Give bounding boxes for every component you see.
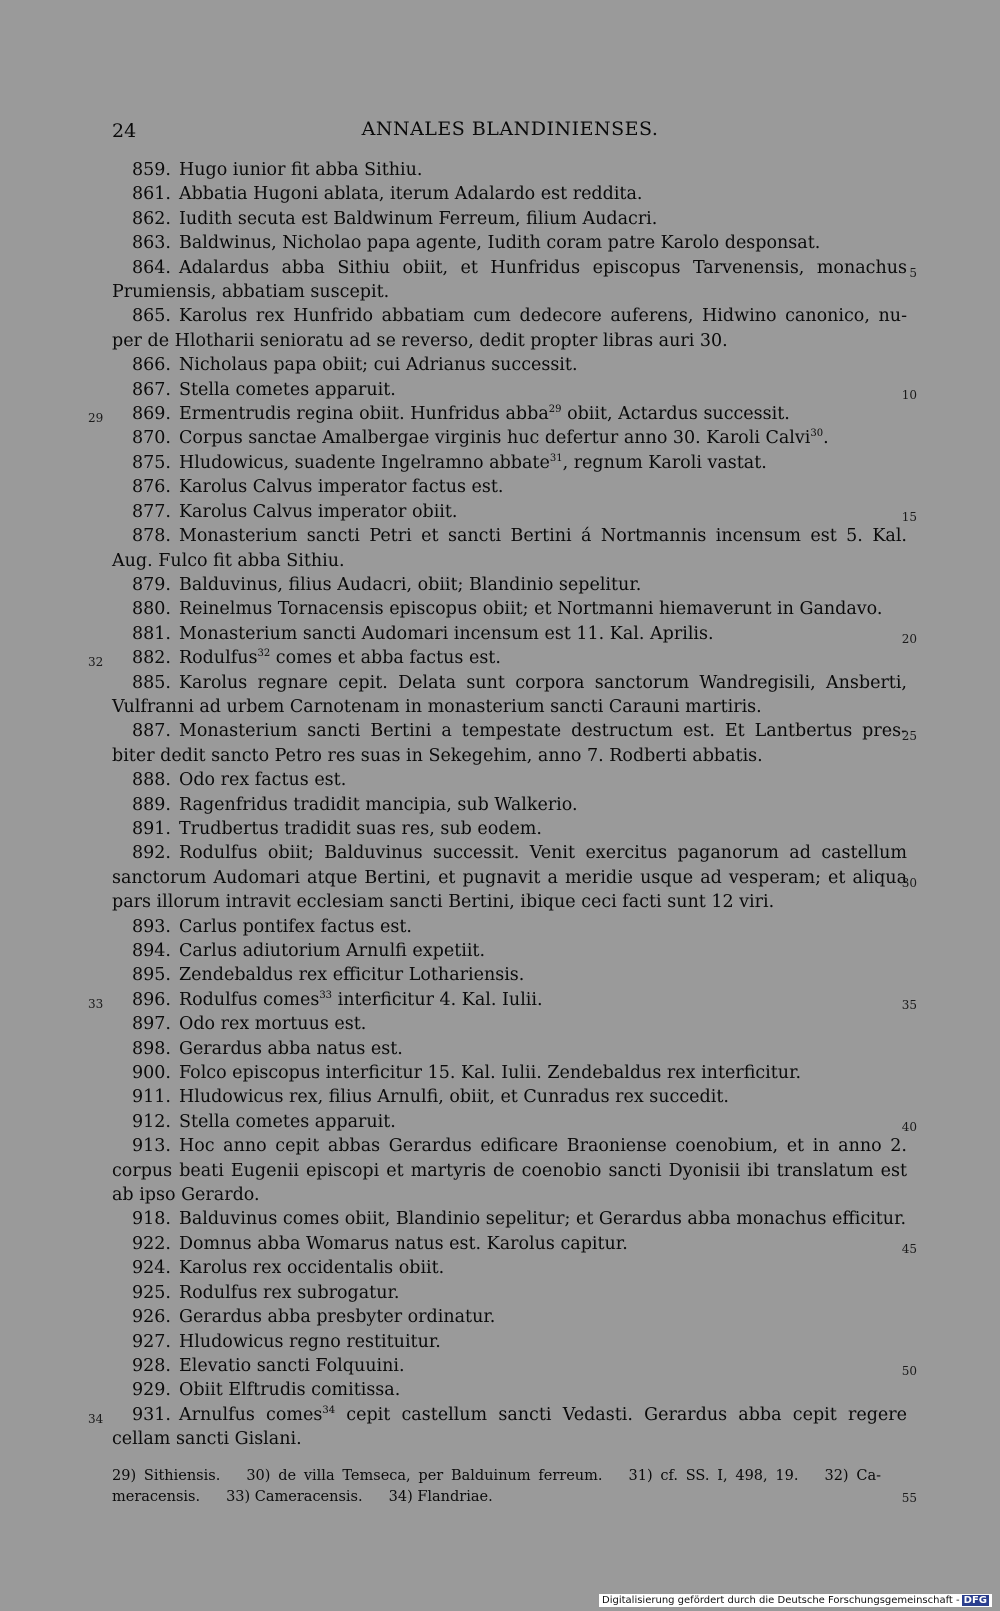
line-number: 5	[909, 265, 917, 280]
text-line: 927. Hludowicus regno restituitur.	[132, 1331, 441, 1352]
text-line: per de Hlotharii senioratu ad se reverso, dedit propter libras auri 30.	[112, 330, 728, 351]
annal-year: 894.	[132, 941, 171, 961]
text-line: 911. Hludowicus rex, filius Arnulfi, obiit, et Cunradus rex succedit.	[132, 1087, 729, 1108]
annal-entry	[112, 426, 907, 450]
annal-entry	[112, 939, 907, 963]
footnote: meracensis.	[112, 1489, 201, 1505]
text-line: 885. Karolus regnare cepit. Delata sunt corpora sanctorum Wandregisili, Ansberti,	[132, 672, 907, 693]
footnote: 34) Flandriae.	[388, 1489, 493, 1505]
annal-entry	[112, 1085, 907, 1109]
annal-entry	[112, 451, 907, 475]
annal-year: 922.	[132, 1233, 171, 1254]
annal-entry	[112, 963, 907, 987]
line-number: 20	[901, 631, 917, 646]
annal-entry	[112, 817, 907, 841]
line-number: 55	[901, 1491, 917, 1505]
text-line: 863. Baldwinus, Nicholao papa agente, Iudith coram patre Karolo desponsat.	[132, 233, 821, 254]
text-line: 888. Odo rex factus est.	[132, 770, 347, 791]
line-number: 30	[901, 875, 917, 890]
annal-entry	[112, 231, 907, 255]
annal-entry	[112, 1207, 907, 1231]
annal-entry	[112, 793, 907, 817]
annal-entry	[88, 402, 907, 426]
text-line: 882. Rodulfus$^{32}$ comes et abba factus est.	[132, 648, 501, 669]
annal-entry	[112, 1256, 907, 1280]
annal-entry	[112, 500, 917, 524]
text-line: Prumiensis, abbatiam suscepit.	[112, 282, 390, 303]
annal-year: 892.	[132, 843, 171, 864]
annal-year: 862.	[132, 208, 171, 229]
annal-entry	[112, 1012, 907, 1036]
footnote-line	[112, 1466, 907, 1487]
annal-year: 927.	[132, 1331, 171, 1352]
footnote-ref: 31	[549, 453, 563, 465]
annal-year: 869.	[132, 404, 171, 425]
text-line: 877. Karolus Calvus imperator obiit.	[132, 501, 458, 522]
annal-year: 879.	[132, 574, 171, 595]
line-number: 40	[901, 1119, 917, 1134]
annal-entry	[112, 256, 917, 305]
annal-year: 926.	[132, 1307, 171, 1328]
text-line: 870. Corpus sanctae Amalbergae virginis huc defertur anno 30. Karoli Calvi$^{30}$.	[132, 428, 829, 449]
text-line: 926. Gerardus abba presbyter ordinatur.	[132, 1307, 496, 1328]
text-line: 881. Monasterium sancti Audomari incensum est 11. Kal. Aprilis.	[132, 623, 714, 644]
annal-year: 859.	[132, 160, 171, 180]
text-line: pars illorum intravit ecclesiam sancti Bertini, ibique ceci facti sunt 12 viri.	[112, 892, 775, 913]
annal-year: 897.	[132, 1014, 171, 1035]
line-number: 10	[901, 387, 917, 402]
annal-entry	[112, 573, 907, 597]
annal-entry	[112, 207, 907, 231]
margin-note: 34	[88, 1411, 104, 1426]
annal-year: 880.	[132, 599, 171, 620]
annal-entry	[112, 1232, 917, 1256]
line-number: 50	[901, 1363, 917, 1378]
text-line: 912. Stella cometes apparuit.	[132, 1111, 396, 1132]
annal-year: 870.	[132, 428, 171, 449]
footnote: 30) de villa Temseca, per Balduinum ferreum.	[246, 1468, 603, 1484]
text-line: cellam sancti Gislani.	[112, 1429, 302, 1450]
annal-year: 929.	[132, 1380, 171, 1401]
footnote: 29) Sithiensis.	[112, 1468, 221, 1484]
text-line: 894. Carlus adiutorium Arnulfi expetiit.	[132, 941, 486, 961]
annal-entry	[112, 597, 907, 621]
credit-text: Digitalisierung gefördert durch die Deutsche Forschungsgemeinschaft -	[602, 1595, 960, 1606]
annal-year: 896.	[132, 989, 171, 1010]
annal-entry	[112, 671, 907, 720]
text-line: 876. Karolus Calvus imperator factus est.	[132, 477, 504, 498]
annal-entry	[88, 988, 917, 1012]
text-line: 889. Ragenfridus tradidit mancipia, sub Walkerio.	[132, 794, 578, 815]
text-line: 922. Domnus abba Womarus natus est. Karolus capitur.	[132, 1233, 628, 1254]
text-line: 864. Adalardus abba Sithiu obiit, et Hunfridus episcopus Tarvenensis, monachus	[132, 257, 907, 278]
running-title: ANNALES BLANDINIENSES.	[361, 118, 659, 140]
annal-year: 881.	[132, 623, 171, 644]
annal-entry	[112, 475, 907, 499]
text-line: 925. Rodulfus rex subrogatur.	[132, 1282, 400, 1303]
footnote-ref: 32	[257, 648, 271, 660]
margin-note: 29	[88, 411, 104, 426]
digitization-credit	[599, 1594, 992, 1607]
text-line: 891. Trudbertus tradidit suas res, sub eodem.	[132, 818, 542, 839]
text-line: 861. Abbatia Hugoni ablata, iterum Adalardo est reddita.	[132, 184, 643, 205]
text-line: 875. Hludowicus, suadente Ingelramno abbate$^{31}$, regnum Karoli vastat.	[132, 452, 767, 473]
text-line: 931. Arnulfus comes$^{34}$ cepit castellum sancti Vedasti. Gerardus abba cepit regere	[132, 1404, 907, 1425]
annal-year: 895.	[132, 965, 171, 986]
dfg-logo: DFG	[963, 1595, 987, 1606]
annal-year: 924.	[132, 1258, 171, 1279]
annal-year: 893.	[132, 916, 171, 937]
annal-entry	[112, 622, 917, 646]
annal-year: 913.	[132, 1136, 171, 1157]
text-line: Vulfranni ad urbem Carnotenam in monasterium sancti Carauni martiris.	[112, 696, 762, 717]
text-line: 862. Iudith secuta est Baldwinum Ferreum, filium Audacri.	[132, 208, 658, 229]
text-line: 893. Carlus pontifex factus est.	[132, 916, 412, 937]
text-line: 924. Karolus rex occidentalis obiit.	[132, 1258, 445, 1279]
annal-year: 888.	[132, 770, 171, 791]
annal-entry	[112, 524, 907, 573]
annal-year: 882.	[132, 648, 171, 669]
line-number: 45	[901, 1241, 917, 1256]
text-line: 913. Hoc anno cepit abbas Gerardus edificare Braoniense coenobium, et in anno 2.	[132, 1136, 907, 1157]
text-line: 895. Zendebaldus rex efficitur Lothariensis.	[132, 965, 525, 986]
annal-year: 865.	[132, 306, 171, 327]
annal-year: 891.	[132, 818, 171, 839]
annal-year: 925.	[132, 1282, 171, 1303]
text-line: sanctorum Audomari atque Bertini, et pugnavit a meridie usque ad vesperam; et aliqua	[112, 867, 907, 888]
annal-entry	[88, 1403, 907, 1452]
annal-entry	[112, 304, 907, 353]
text-line: 880. Reinelmus Tornacensis episcopus obiit; et Nortmanni hiemaverunt in Gandavo.	[132, 599, 883, 620]
annal-year: 875.	[132, 452, 171, 473]
annal-year: 878.	[132, 526, 171, 547]
footnotes	[112, 1466, 917, 1508]
text-line: 866. Nicholaus papa obiit; cui Adrianus successit.	[132, 355, 578, 376]
annal-year: 864.	[132, 257, 171, 278]
annal-entry	[112, 158, 907, 182]
annal-entry	[112, 841, 917, 914]
annal-year: 911.	[132, 1087, 171, 1108]
text-line: 859. Hugo iunior fit abba Sithiu.	[132, 160, 423, 180]
annal-entry	[88, 646, 907, 670]
text-line: corpus beati Eugenii episcopi et martyris de coenobio sancti Dyonisii ibi translatum est	[112, 1160, 907, 1181]
text-line: 897. Odo rex mortuus est.	[132, 1014, 367, 1035]
text-line: Aug. Fulco fit abba Sithiu.	[112, 550, 345, 571]
annal-entry	[112, 1281, 907, 1305]
annal-year: 863.	[132, 233, 171, 254]
text-line: 900. Folco episcopus interficitur 15. Kal. Iulii. Zendebaldus rex interficitur.	[132, 1063, 802, 1084]
text-line: 928. Elevatio sancti Folquuini.	[132, 1355, 405, 1376]
footnote: 31) cf. SS. I, 498, 19.	[628, 1468, 799, 1484]
annal-year: 861.	[132, 184, 171, 205]
annal-entry	[112, 182, 907, 206]
text-line: 898. Gerardus abba natus est.	[132, 1038, 403, 1059]
page-number: 24	[112, 120, 137, 142]
annal-year: 876.	[132, 477, 171, 498]
page-header	[110, 118, 910, 148]
text-line: 892. Rodulfus obiit; Balduvinus successit. Venit exercitus paganorum ad castellum	[132, 843, 907, 864]
annal-year: 898.	[132, 1038, 171, 1059]
margin-note: 32	[88, 655, 104, 670]
footnote-ref: 29	[548, 404, 562, 416]
text-line: 887. Monasterium sancti Bertini a tempestate destructum est. Et Lantbertus pres-	[132, 721, 907, 742]
annal-entry	[112, 719, 917, 768]
text-line: 869. Ermentrudis regina obiit. Hunfridus abba$^{29}$ obiit, Actardus successit.	[132, 404, 790, 425]
text-line: biter dedit sancto Petro res suas in Sekegehim, anno 7. Rodberti abbatis.	[112, 745, 763, 766]
footnote: 33) Cameracensis.	[226, 1489, 363, 1505]
annal-entry	[112, 1330, 907, 1354]
text-line: ab ipso Gerardo.	[112, 1185, 260, 1206]
text-line: 878. Monasterium sancti Petri et sancti Bertini á Nortmannis incensum est 5. Kal.	[132, 526, 907, 547]
annal-entry	[112, 1305, 907, 1329]
annal-entry	[112, 378, 917, 402]
text-line: 929. Obiit Elftrudis comitissa.	[132, 1380, 401, 1401]
annal-entry	[112, 768, 907, 792]
annal-year: 877.	[132, 501, 171, 522]
footnote: 32) Ca-	[824, 1468, 882, 1484]
annal-year: 928.	[132, 1355, 171, 1376]
annal-entry	[112, 353, 907, 377]
text-line: 867. Stella cometes apparuit.	[132, 379, 396, 400]
annal-year: 885.	[132, 672, 171, 693]
text-line: 896. Rodulfus comes$^{33}$ interficitur 4. Kal. Iulii.	[132, 989, 543, 1010]
footnote-ref: 30	[810, 428, 824, 440]
text-line: 918. Balduvinus comes obiit, Blandinio sepelitur; et Gerardus abba monachus efficitur.	[132, 1209, 907, 1230]
annal-year: 889.	[132, 794, 171, 815]
annal-year: 867.	[132, 379, 171, 400]
text-line: 879. Balduvinus, filius Audacri, obiit; Blandinio sepelitur.	[132, 574, 642, 595]
line-number: 25	[901, 729, 917, 744]
annal-year: 900.	[132, 1063, 171, 1084]
annal-year: 931.	[132, 1404, 171, 1425]
annals-text	[88, 158, 917, 1452]
text-line: 865. Karolus rex Hunfrido abbatiam cum dedecore auferens, Hidwino canonico, nu-	[132, 306, 907, 327]
annal-year: 887.	[132, 721, 171, 742]
annal-year: 866.	[132, 355, 171, 376]
footnote-line	[112, 1487, 907, 1508]
annal-year: 912.	[132, 1111, 171, 1132]
footnote-ref: 34	[322, 1404, 336, 1416]
line-number: 35	[901, 997, 917, 1012]
annal-entry	[112, 1134, 907, 1207]
annal-entry	[112, 1354, 917, 1378]
footnote-ref: 33	[319, 989, 333, 1001]
annal-entry	[112, 1378, 907, 1402]
annal-entry	[112, 1110, 917, 1134]
annal-entry	[112, 915, 907, 939]
margin-note: 33	[88, 996, 104, 1011]
annal-entry	[112, 1061, 907, 1085]
line-number: 15	[901, 509, 917, 524]
annal-entry	[112, 1037, 907, 1061]
annal-year: 918.	[132, 1209, 171, 1230]
